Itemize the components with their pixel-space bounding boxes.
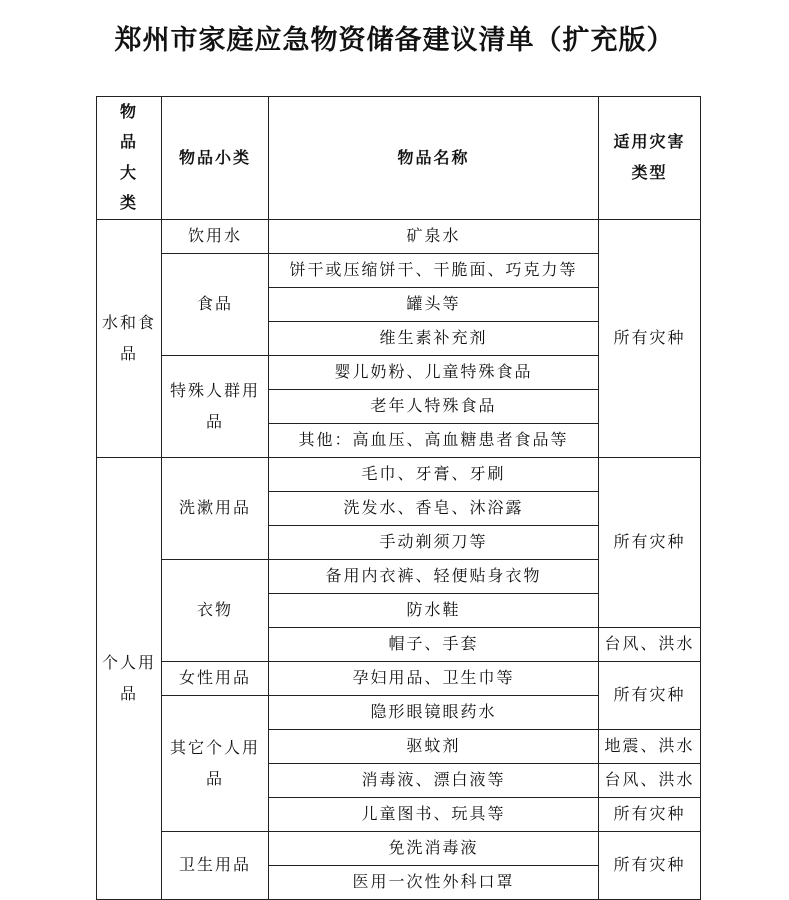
- hazard-cell: 所有灾种: [599, 661, 701, 729]
- hazard-cell: 台风、洪水: [599, 627, 701, 661]
- item-cell: 备用内衣裤、轻便贴身衣物: [269, 559, 599, 593]
- table-row: [97, 219, 701, 253]
- hazard-cell: 所有灾种: [599, 457, 701, 627]
- table-row: [97, 831, 701, 865]
- item-cell: 手动剃须刀等: [269, 525, 599, 559]
- document-title: 郑州市家庭应急物资储备建议清单（扩充版）: [114, 25, 675, 56]
- item-cell: 饼干或压缩饼干、干脆面、巧克力等: [269, 253, 599, 287]
- item-cell: 帽子、手套: [269, 627, 599, 661]
- hazard-cell: 地震、洪水: [599, 729, 701, 763]
- item-cell: 毛巾、牙膏、牙刷: [269, 457, 599, 491]
- item-cell: 儿童图书、玩具等: [269, 797, 599, 831]
- subcategory-cell: 衣物: [162, 559, 269, 661]
- header-item-name: 物品名称: [269, 97, 599, 220]
- header-hazard-type: 适用灾害类型: [599, 97, 701, 220]
- item-cell: 孕妇用品、卫生巾等: [269, 661, 599, 695]
- hazard-cell: 所有灾种: [599, 219, 701, 457]
- item-cell: 洗发水、香皂、沐浴露: [269, 491, 599, 525]
- item-cell: 消毒液、漂白液等: [269, 763, 599, 797]
- category-cell: 个人用品: [97, 457, 162, 899]
- item-cell: 其他：高血压、高血糖患者食品等: [269, 423, 599, 457]
- item-cell: 婴儿奶粉、儿童特殊食品: [269, 355, 599, 389]
- hazard-cell: 所有灾种: [599, 831, 701, 899]
- item-cell: 防水鞋: [269, 593, 599, 627]
- item-cell: 免洗消毒液: [269, 831, 599, 865]
- emergency-supplies-table: [96, 96, 701, 900]
- subcategory-cell: 其它个人用品: [162, 695, 269, 831]
- subcategory-cell: 特殊人群用品: [162, 355, 269, 457]
- table-row: [97, 661, 701, 695]
- item-cell: 隐形眼镜眼药水: [269, 695, 599, 729]
- item-cell: 矿泉水: [269, 219, 599, 253]
- table-row: [97, 457, 701, 491]
- item-cell: 驱蚊剂: [269, 729, 599, 763]
- subcategory-cell: 食品: [162, 253, 269, 355]
- hazard-cell: 台风、洪水: [599, 763, 701, 797]
- subcategory-cell: 洗漱用品: [162, 457, 269, 559]
- hazard-cell: 所有灾种: [599, 797, 701, 831]
- item-cell: 罐头等: [269, 287, 599, 321]
- table-header-row: [97, 97, 701, 220]
- item-cell: 医用一次性外科口罩: [269, 865, 599, 899]
- subcategory-cell: 女性用品: [162, 661, 269, 695]
- header-category: 物品大类: [97, 97, 162, 220]
- category-cell: 水和食品: [97, 219, 162, 457]
- subcategory-cell: 饮用水: [162, 219, 269, 253]
- item-cell: 维生素补充剂: [269, 321, 599, 355]
- item-cell: 老年人特殊食品: [269, 389, 599, 423]
- subcategory-cell: 卫生用品: [162, 831, 269, 899]
- header-subcategory: 物品小类: [162, 97, 269, 220]
